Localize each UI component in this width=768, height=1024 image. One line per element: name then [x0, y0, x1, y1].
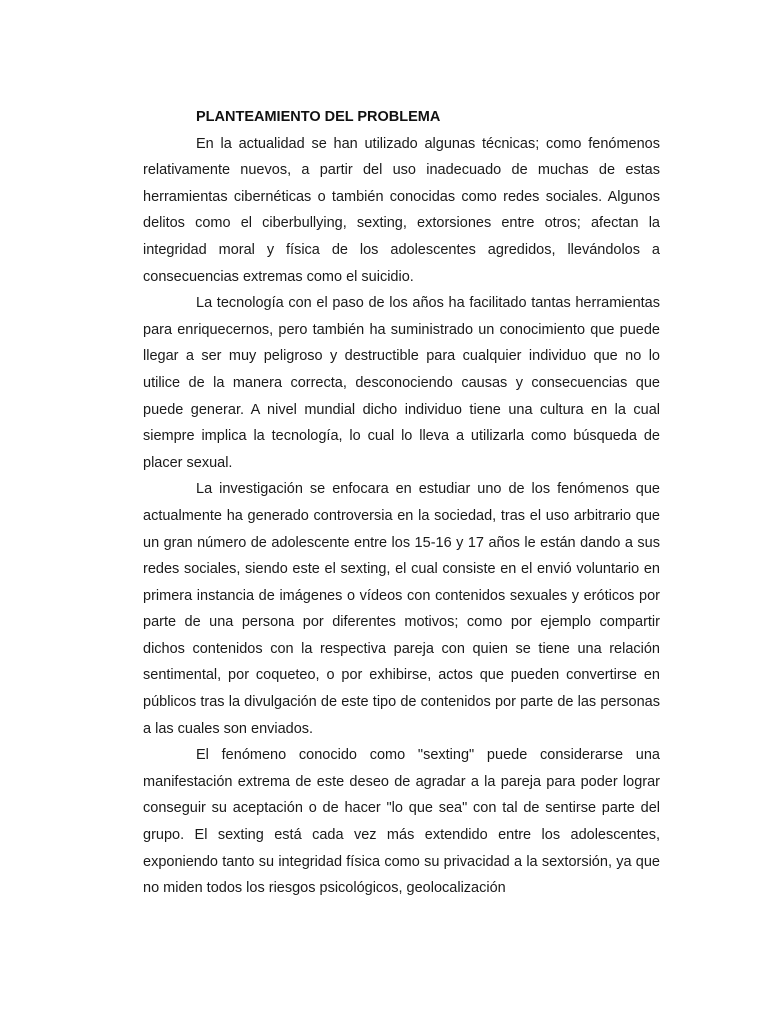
paragraph-4: El fenómeno conocido como "sexting" puede considerarse una manifestación extrema de este deseo de agradar a la pareja para poder lograr conseguir su aceptación o de hacer "lo que sea" con tal de sentirse parte del grupo. El sexting está cada vez más extendido entre los adolescentes, exponiendo tanto su integridad física como su privacidad a la sextorsión, ya que no miden todos los riesgos psicológicos, geolocalización: [143, 747, 660, 897]
paragraph-2: La tecnología con el paso de los años ha facilitado tantas herramientas para enriquecernos, pero también ha suministrado un conocimiento que puede llegar a ser muy peligroso y destructible para cualquier individuo que no lo utilice de la manera correcta, desconociendo causas y consecuencias que puede generar. A nivel mundial dicho individuo tiene una cultura en la cual siempre implica la tecnología, lo cual lo lleva a utilizarla como búsqueda de placer sexual.: [143, 295, 660, 471]
document-title: PLANTEAMIENTO DEL PROBLEMA: [196, 109, 441, 125]
paragraph-1: En la actualidad se han utilizado algunas técnicas; como fenómenos relativamente nuevos, a partir del uso inadecuado de muchas de estas herramientas cibernéticas o también conocidas como redes sociales. Algunos delitos como el ciberbullying, sexting, extorsiones entre otros; afectan la integridad moral y física de los adolescentes agredidos, llevándolos a consecuencias extremas como el suicidio.: [143, 135, 660, 285]
document-body: [143, 104, 660, 902]
paragraph-3: La investigación se enfocara en estudiar uno de los fenómenos que actualmente ha generado controversia en la sociedad, tras el uso arbitrario que un gran número de adolescente entre los 15-16 y 17 años le están dando a sus redes sociales, siendo este el sexting, el cual consiste en el envió voluntario en primera instancia de imágenes o vídeos con contenidos sexuales y eróticos por parte de una persona por diferentes motivos; como por ejemplo compartir dichos contenidos con la respectiva pareja con quien se tiene una relación sentimental, por coqueteo, o por exhibirse, actos que pueden convertirse en públicos tras la divulgación de este tipo de contenidos por parte de las personas a las cuales son enviados.: [143, 481, 660, 737]
